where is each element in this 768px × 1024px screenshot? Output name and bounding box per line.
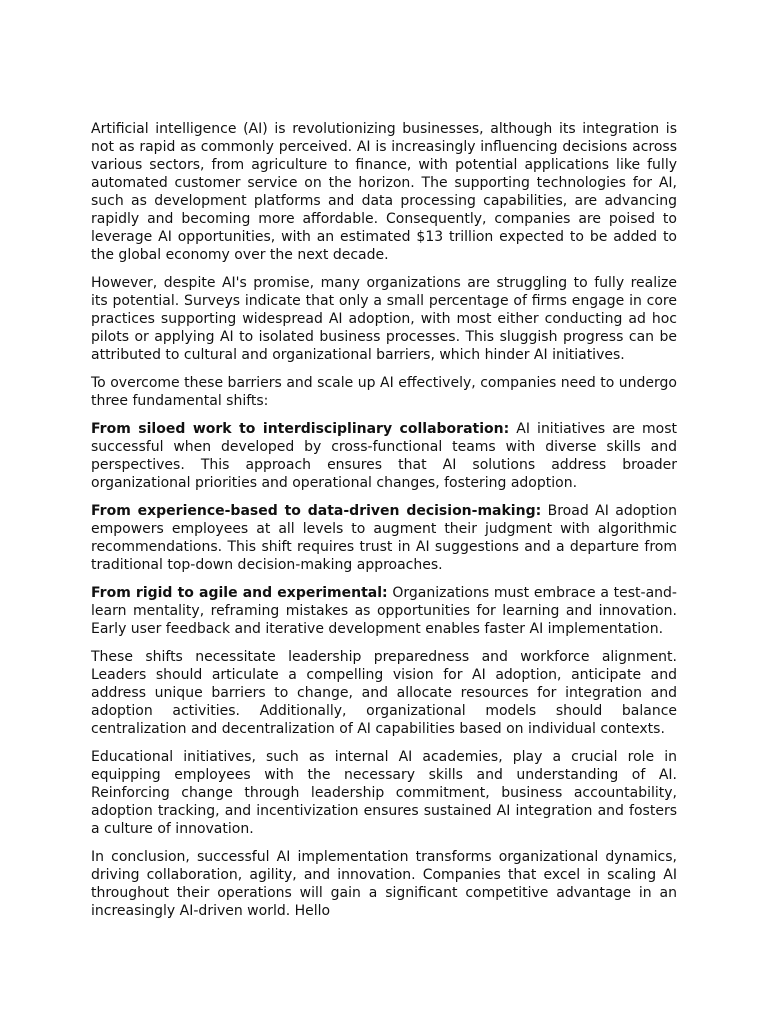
paragraph-shift-data-driven xyxy=(91,502,677,574)
paragraph-text: In conclusion, successful AI implementation transforms organizational dynamics, driving collaboration, agility, and innovation. Companies that excel in scaling AI throughout their operations will gain a significant competitive advantage in an increasingly AI-driven world. Hello xyxy=(91,849,677,919)
paragraph-lead: From siloed work to interdisciplinary collaboration: xyxy=(91,421,510,437)
paragraph-text: To overcome these barriers and scale up AI effectively, companies need to undergo three fundamental shifts: xyxy=(91,375,677,409)
paragraph-lead: From experience-based to data-driven decision-making: xyxy=(91,503,542,519)
paragraph-text: These shifts necessitate leadership preparedness and workforce alignment. Leaders should articulate a compelling vision for AI adoption, anticipate and address unique barriers to change, and allocate resources for integration and adoption activities. Additionally, organizational models should balance centralization and decentralization of AI capabilities based on individual contexts. xyxy=(91,649,677,737)
paragraph-text: Broad AI adoption empowers employees at all levels to augment their judgment with algorithmic recommendations. This shift requires trust in AI suggestions and a departure from traditional top-down decision-making approaches. xyxy=(91,503,677,573)
paragraph-conclusion xyxy=(91,848,677,920)
paragraph-shifts-intro xyxy=(91,374,677,410)
paragraph-text: Artificial intelligence (AI) is revolutionizing businesses, although its integration is not as rapid as commonly perceived. AI is increasingly influencing decisions across various sectors, from agriculture to finance, with potential applications like fully automated customer service on the horizon. The supporting technologies for AI, such as development platforms and data processing capabilities, are advancing rapidly and becoming more affordable. Consequently, companies are poised to leverage AI opportunities, with an estimated $13 trillion expected to be added to the global economy over the next decade. xyxy=(91,121,677,263)
paragraph-text: AI initiatives are most successful when developed by cross-functional teams with diverse skills and perspectives. This approach ensures that AI solutions address broader organizational priorities and operational changes, fostering adoption. xyxy=(91,421,677,491)
paragraph-education xyxy=(91,748,677,838)
paragraph-intro xyxy=(91,120,677,264)
paragraph-struggles xyxy=(91,274,677,364)
paragraph-lead: From rigid to agile and experimental: xyxy=(91,585,388,601)
paragraph-shift-agile xyxy=(91,584,677,638)
paragraph-text: Organizations must embrace a test-and-learn mentality, reframing mistakes as opportunities for learning and innovation. Early user feedback and iterative development enables faster AI implementation. xyxy=(91,585,677,637)
paragraph-text: However, despite AI's promise, many organizations are struggling to fully realize its potential. Surveys indicate that only a small percentage of firms engage in core practices supporting widespread AI adoption, with most either conducting ad hoc pilots or applying AI to isolated business processes. This sluggish progress can be attributed to cultural and organizational barriers, which hinder AI initiatives. xyxy=(91,275,677,363)
paragraph-leadership xyxy=(91,648,677,738)
paragraph-text: Educational initiatives, such as internal AI academies, play a crucial role in equipping employees with the necessary skills and understanding of AI. Reinforcing change through leadership commitment, business accountability, adoption tracking, and incentivization ensures sustained AI integration and fosters a culture of innovation. xyxy=(91,749,677,837)
document-page xyxy=(91,120,677,930)
paragraph-shift-collaboration xyxy=(91,420,677,492)
